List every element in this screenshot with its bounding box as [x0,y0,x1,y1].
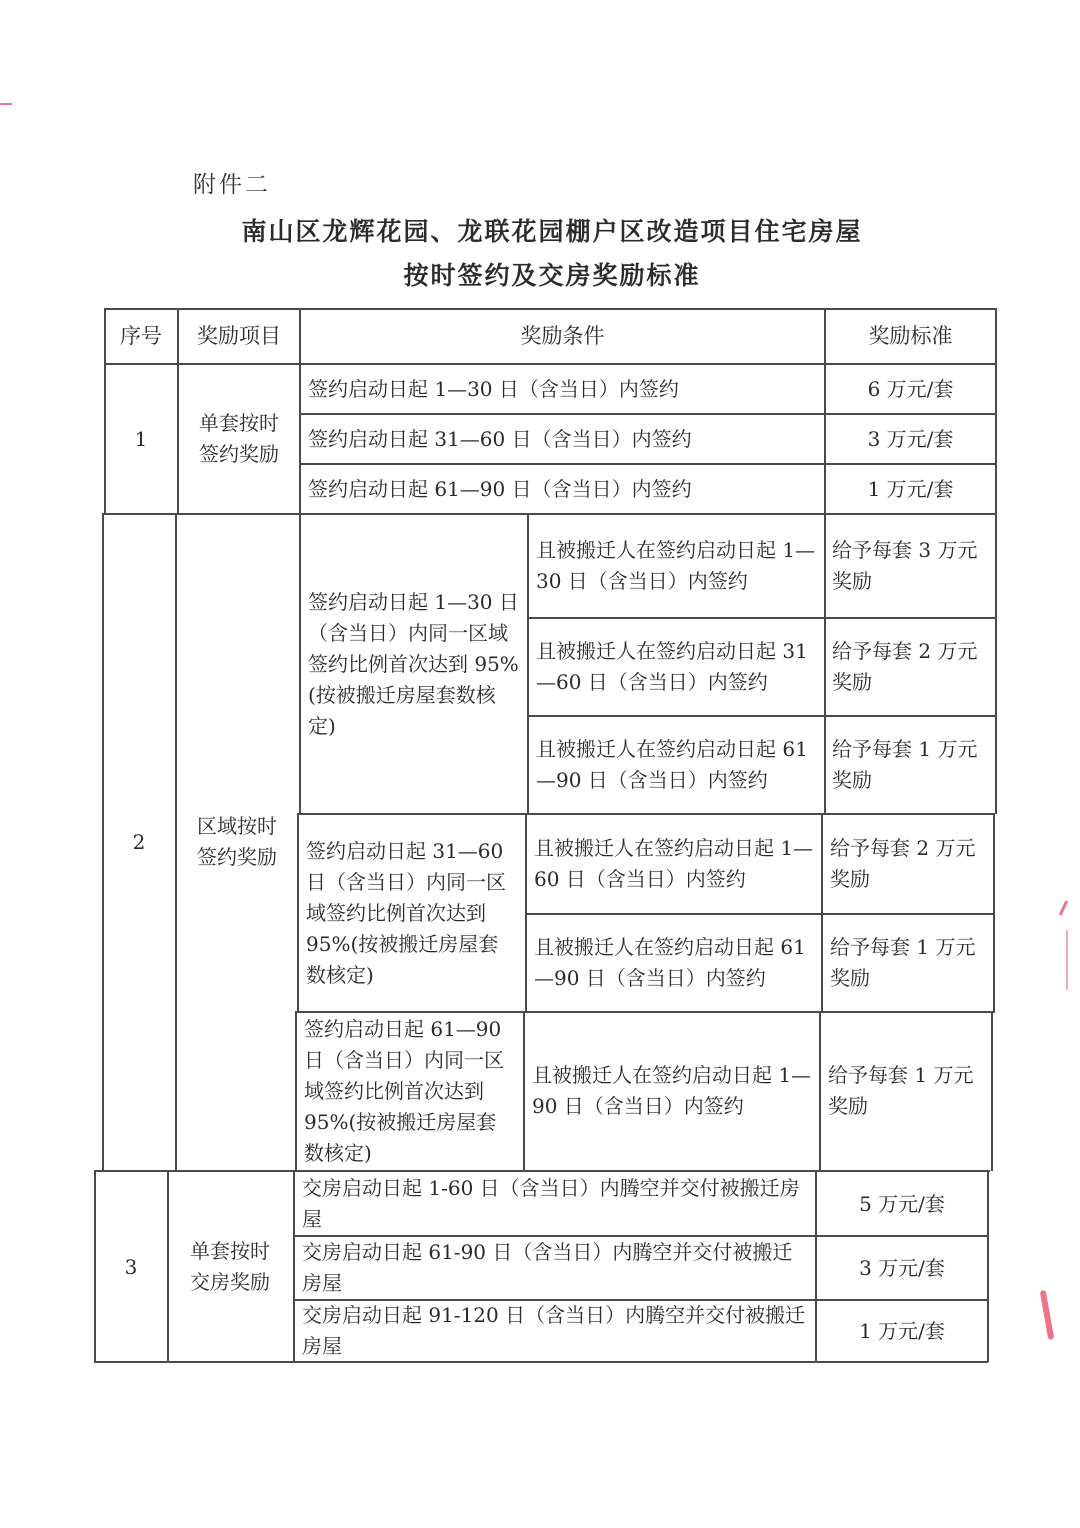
table-border [175,513,177,1171]
table-border [294,1235,988,1237]
section2-group2-standard-2: 给予每套 1 万元奖励 [830,935,976,990]
table-border [293,1170,295,1362]
table-border [177,308,179,514]
section1-condition-1: 签约启动日起 1—30 日（含当日）内签约 [308,376,679,401]
table-border [993,813,995,1013]
table-border [528,715,996,717]
section2-group2-condition-2: 且被搬迁人在签约启动日起 61—90 日（含当日）内签约 [534,935,806,990]
table-border [104,308,996,310]
section3-condition-3: 交房启动日起 91-120 日（含当日）内腾空并交付被搬迁房屋 [302,1303,806,1358]
section2-group1-standard-2: 给予每套 2 万元奖励 [832,639,978,694]
section2-no: 2 [132,829,146,854]
section2-group3-region-condition: 签约启动日起 61—90 日（含当日）内同一区域签约比例首次达到 95%(按被搬迁房屋套数核定) [304,1016,504,1165]
table-border [167,1170,169,1362]
table-border [526,913,994,915]
seal-mark-icon [1059,900,1068,916]
section2-group3-condition-1: 且被搬迁人在签约启动日起 1—90 日（含当日）内签约 [532,1063,812,1118]
section1-standard-2: 3 万元/套 [867,426,954,451]
section2-group2-standard-1: 给予每套 2 万元奖励 [830,836,976,891]
header-standard: 奖励标准 [868,324,953,348]
section2-group1-condition-2: 且被搬迁人在签约启动日起 31—60 日（含当日）内签约 [536,639,808,694]
seal-mark-icon [1066,930,1068,990]
section1-item: 单套按时签约奖励 [199,411,279,466]
section3-condition-2: 交房启动日起 61-90 日（含当日）内腾空并交付被搬迁房屋 [302,1240,793,1295]
section2-group1-condition-1: 且被搬迁人在签约启动日起 1—30 日（含当日）内签约 [536,538,816,593]
table-border [300,413,996,415]
table-border [94,1361,988,1363]
header-no: 序号 [120,324,162,348]
section3-item: 单套按时交房奖励 [190,1239,270,1294]
header-condition: 奖励条件 [520,324,605,348]
table-border [294,1299,988,1301]
table-border [300,463,996,465]
table-border [298,813,994,815]
section2-group3-standard-1: 给予每套 1 万元奖励 [828,1063,974,1118]
section3-standard-3: 1 万元/套 [859,1318,945,1343]
table-border [995,308,997,814]
section3-standard-2: 3 万元/套 [859,1255,945,1280]
table-border [296,1011,992,1013]
table-border [991,1011,993,1171]
table-border [815,1170,817,1362]
section1-condition-2: 签约启动日起 31—60 日（含当日）内签约 [308,426,692,451]
section1-no: 1 [134,426,148,451]
table-border [297,813,299,1013]
table-border [819,1011,821,1171]
section3-no: 3 [124,1254,138,1279]
section2-group1-standard-3: 给予每套 1 万元奖励 [832,737,978,792]
section3-condition-1: 交房启动日起 1-60 日（含当日）内腾空并交付被搬迁房屋 [302,1176,800,1231]
table-border [104,308,106,514]
table-border [94,1170,990,1172]
section2-group2-region-condition: 签约启动日起 31—60 日（含当日）内同一区域签约比例首次达到 95%(按被搬迁房屋套数核定) [306,838,506,987]
table-border [527,513,529,814]
section2-group1-standard-1: 给予每套 3 万元奖励 [832,538,978,593]
section2-item: 区域按时签约奖励 [197,814,277,869]
table-border [987,1170,989,1362]
table-border [299,308,301,814]
section3-standard-1: 5 万元/套 [859,1191,945,1216]
table-border [528,617,996,619]
seal-mark-icon [0,103,12,105]
header-item: 奖励项目 [197,324,281,348]
table-border [525,813,527,1013]
section1-standard-1: 6 万元/套 [867,376,954,401]
annex-label: 附件二 [193,172,271,198]
section2-group1-region-condition: 签约启动日起 1—30 日（含当日）内同一区域签约比例首次达到 95%(按被搬迁房屋套数核定) [308,589,519,738]
section2-group1-condition-3: 且被搬迁人在签约启动日起 61—90 日（含当日）内签约 [536,737,808,792]
section1-standard-3: 1 万元/套 [867,476,954,501]
seal-mark-icon [1040,1290,1055,1340]
table-border [102,513,996,515]
table-border [104,363,996,365]
section1-condition-3: 签约启动日起 61—90 日（含当日）内签约 [308,476,692,501]
table-border [821,813,823,1013]
table-border [295,1011,297,1171]
section2-group2-condition-1: 且被搬迁人在签约启动日起 1—60 日（含当日）内签约 [534,836,814,891]
document-title-line2: 按时签约及交房奖励标准 [403,261,701,290]
table-border [523,1011,525,1171]
table-border [94,1170,96,1362]
table-border [102,513,104,1171]
document-title-line1: 南山区龙辉花园、龙联花园棚户区改造项目住宅房屋 [241,217,863,246]
table-border [824,308,826,814]
